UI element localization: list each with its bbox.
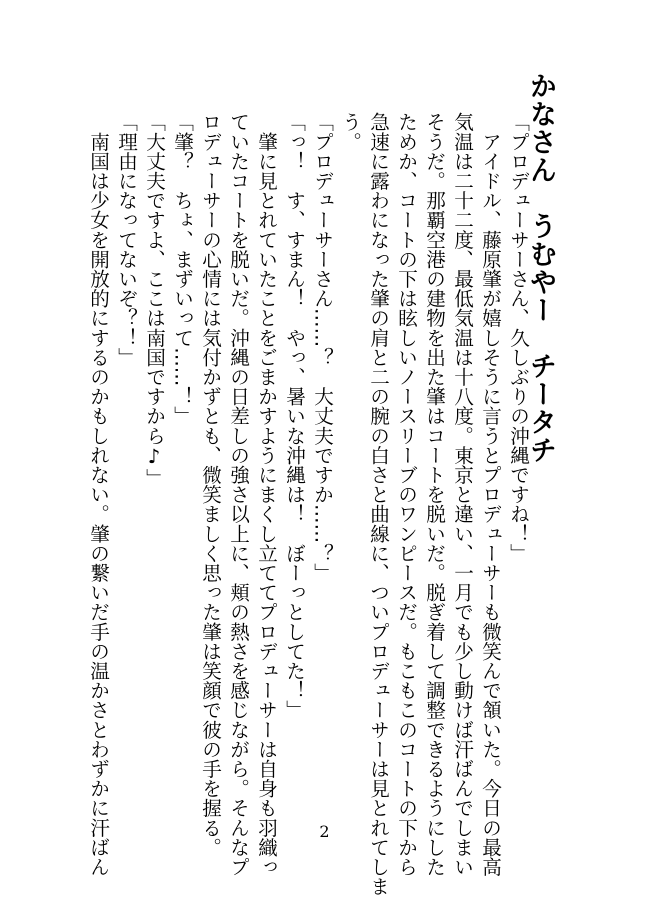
text-line: 南国は少女を開放的にするのかもしれない。肇の繋いだ手の温かさとわずかに汗ばん — [86, 112, 110, 877]
text-line: 「プロデューサーさん……？ 大丈夫ですか……？」 — [310, 112, 334, 583]
text-line: ていたコートを脱いだ。沖縄の日差しの強さ以上に、頬の熱さを感じながら。そんなプ — [226, 112, 250, 877]
text-line: う。 — [338, 112, 362, 152]
text-line: 急速に露わになった肇の肩と二の腕の白さと曲線に、ついプロデューサーは見とれてしま — [366, 112, 390, 896]
text-line: 「肇？ ちょ、まずいって……！」 — [170, 112, 194, 426]
text-line: 肇に見とれていたことをごまかすようにまくし立ててプロデューサーは自身も羽織っ — [254, 112, 278, 877]
text-line: 「大丈夫ですよ、ここは南国ですから♪」 — [142, 112, 166, 488]
text-line: 「っ！ す、すまん！ やっ、暑いな沖縄は！ ぼーっとしてた！」 — [282, 112, 306, 720]
title-part-2: うむやー — [525, 212, 556, 324]
text-line: 気温は二十二度、最低気温は十八度。東京と違い、一月でも少し動けば汗ばんでしまい — [450, 112, 474, 877]
text-line: アイドル、藤原肇が嬉しそうに言うとプロデューサーも微笑んで頷いた。今日の最高 — [478, 112, 502, 877]
title-part-1: かなさん — [525, 72, 556, 184]
text-line: 「プロデューサーさん、久しぶりの沖縄ですね！」 — [506, 112, 530, 563]
story-title — [527, 72, 554, 852]
page-number: 2 — [319, 822, 330, 841]
text-line: ためか、コートの下は眩しいノースリーブのワンピースだ。もこもこのコートの下から — [394, 112, 418, 877]
text-line: 「理由になってないぞ？！」 — [114, 112, 138, 367]
text-line: そうだ。那覇空港の建物を出た肇はコートを脱いだ。脱ぎ着して調整できるようにした — [422, 112, 446, 877]
text-line: ロデューサーの心情には気付かずとも、微笑ましく思った肇は笑顔で彼の手を握る。 — [198, 112, 222, 857]
title-part-3: チータチ — [525, 352, 556, 464]
